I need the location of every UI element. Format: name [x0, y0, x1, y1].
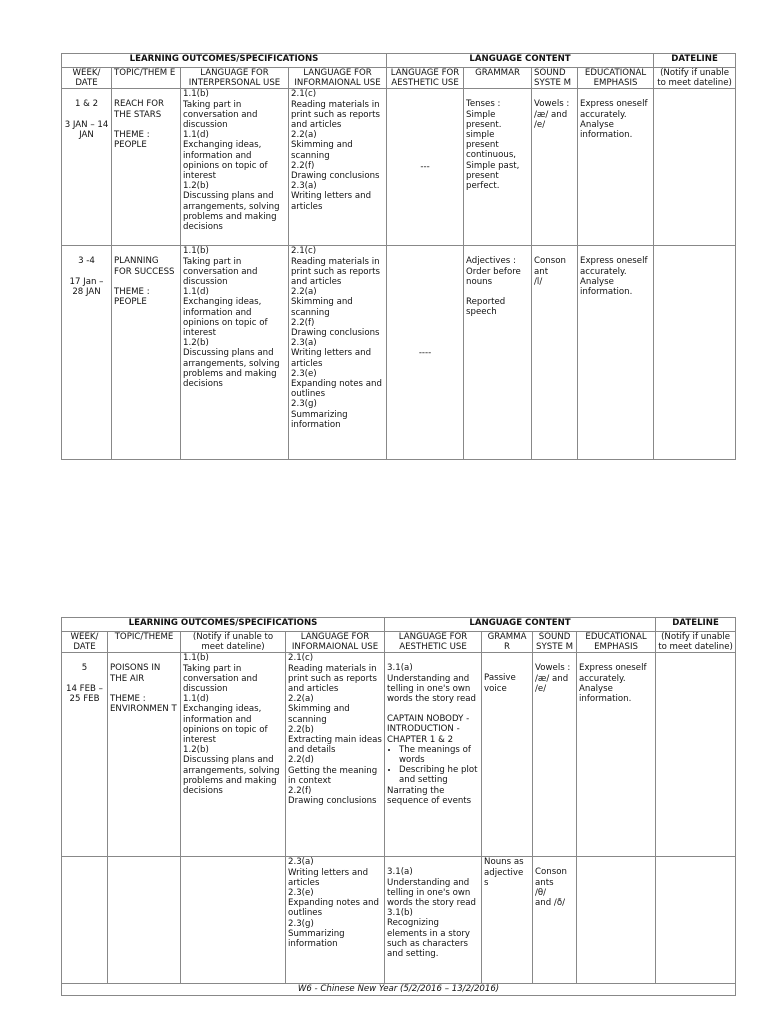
sound-system-cell — [533, 653, 577, 857]
language-content-header: LANGUAGE CONTENT — [387, 54, 654, 68]
outcome-text: Writing letters and articles — [288, 867, 369, 888]
outcome-code: 1.1(d) — [183, 287, 209, 298]
sound-item: /θ/ — [535, 887, 547, 898]
topic-cell — [108, 857, 181, 984]
grammar-cell — [482, 653, 533, 857]
sound-item: Conson ants — [535, 867, 567, 888]
sound-system-cell — [533, 857, 577, 984]
grammar-item: Reported speech — [466, 297, 506, 318]
outcome-text: Taking part in conversation and discussion — [183, 99, 258, 131]
outcome-text: Taking part in conversation and discussion — [183, 663, 258, 695]
outcome-text: Skimming and scanning — [288, 704, 350, 725]
aesthetic-bullet-list — [387, 745, 479, 786]
sound-system-cell — [532, 246, 578, 460]
outcome-code: 1.1(d) — [183, 694, 209, 705]
sound-item: Conson ant — [534, 256, 566, 277]
sound-item: Vowels : — [534, 99, 570, 110]
aesthetic-cell — [385, 653, 482, 857]
dateline-header: DATELINE — [654, 54, 736, 68]
outcome-code: 1.2(b) — [183, 338, 209, 349]
interpersonal-cell — [181, 89, 289, 246]
interpersonal-cell — [181, 246, 289, 460]
dateline-cell — [656, 857, 736, 984]
educational-emphasis-cell — [577, 857, 656, 984]
dateline-cell — [654, 89, 736, 246]
outcome-text: Writing letters and articles — [291, 191, 372, 212]
outcome-text: Expanding notes and outlines — [288, 898, 379, 919]
week-dates: 17 Jan – 28 JAN — [69, 276, 104, 297]
outcome-text: Writing letters and articles — [291, 348, 372, 369]
informational-cell — [289, 246, 387, 460]
emphasis-item: Analyse information. — [580, 276, 633, 298]
informational-header: LANGUAGE FOR INFORMAIONAL USE — [286, 632, 385, 653]
dateline-cell — [656, 653, 736, 857]
outcome-code: 2.2(f) — [291, 317, 315, 328]
outcome-code: 2.3(g) — [288, 918, 314, 929]
outcome-text: Getting the meaning in context — [288, 765, 378, 786]
outcome-code: 2.3(a) — [291, 181, 317, 192]
table-row — [62, 857, 736, 984]
dateline-cell — [654, 246, 736, 460]
sound-system-cell — [532, 89, 578, 246]
dateline-note-header: (Notify if unable to meet dateline) — [654, 68, 736, 89]
header-row-columns — [62, 632, 736, 653]
sound-item: /l/ — [534, 276, 543, 287]
outcome-text: Drawing conclusions — [291, 171, 380, 182]
outcome-code: 2.1(c) — [291, 89, 317, 100]
aesthetic-cell — [385, 857, 482, 984]
list-item: • The meanings of words — [399, 745, 479, 765]
aesthetic-text: --- — [420, 162, 430, 173]
outcome-code: 2.3(a) — [291, 338, 317, 349]
week-date-header: WEEK/ DATE — [62, 632, 108, 653]
topic-theme-header: TOPIC/THEME — [108, 632, 181, 653]
outcome-text: Taking part in conversation and discussion — [183, 256, 258, 288]
interpersonal-header: (Notify if unable to meet dateline) — [181, 632, 286, 653]
sound-item: /æ/ and /e/ — [535, 673, 569, 694]
aesthetic-text: ---- — [418, 347, 432, 358]
header-row-columns — [62, 68, 736, 89]
learning-outcomes-header: LEARNING OUTCOMES/SPECIFICATIONS — [62, 54, 387, 68]
grammar-item: simple present continuous, Simple past, present perfect. — [466, 130, 520, 192]
educational-emphasis-header: EDUCATIONAL EMPHASIS — [577, 632, 656, 653]
week-date-header: WEEK/ DATE — [62, 68, 112, 89]
grammar-cell — [482, 857, 533, 984]
aesthetic-header: LANGUAGE FOR AESTHETIC USE — [385, 632, 482, 653]
outcome-code: 1.1(b) — [183, 89, 209, 100]
outcome-text: Narrating the sequence of events — [387, 785, 472, 806]
sound-item: Vowels : — [535, 663, 571, 674]
outcome-text: Exchanging ideas, information and opinions on topic of interest — [183, 704, 268, 746]
sound-system-header: SOUND SYSTE M — [533, 632, 577, 653]
outcome-text: Reading materials in print such as reports and articles — [291, 256, 380, 288]
header-row-groups — [62, 618, 736, 632]
grammar-cell — [464, 89, 532, 246]
header-row-groups — [62, 54, 736, 68]
language-content-header: LANGUAGE CONTENT — [385, 618, 656, 632]
outcome-code: 1.1(d) — [183, 130, 209, 141]
outcome-code: 1.2(b) — [183, 181, 209, 192]
topic-title: PLANNING FOR SUCCESS — [114, 256, 175, 277]
topic-title: REACH FOR THE STARS — [114, 99, 165, 120]
interpersonal-cell — [181, 653, 286, 857]
week-number: 3 -4 — [78, 256, 95, 267]
emphasis-item: Analyse information. — [580, 119, 633, 141]
grammar-item: Tenses : — [466, 99, 501, 110]
outcome-code: 2.3(g) — [291, 399, 317, 410]
scheme-of-work-table-1 — [61, 53, 736, 460]
outcome-code: 2.2(f) — [288, 786, 312, 797]
grammar-item: Nouns as adjective s — [484, 857, 524, 888]
outcome-text: Drawing conclusions — [291, 328, 380, 339]
outcome-text: Exchanging ideas, information and opinions on topic of interest — [183, 297, 268, 339]
aesthetic-cell — [387, 246, 464, 460]
week-dates: 14 FEB – 25 FEB — [66, 683, 103, 704]
outcome-text: Expanding notes and outlines — [291, 379, 382, 400]
outcome-code: 1.2(b) — [183, 745, 209, 756]
educational-emphasis-cell — [577, 653, 656, 857]
outcome-code: 2.1(c) — [291, 246, 317, 257]
outcome-code: 2.3(e) — [288, 888, 314, 899]
outcome-text: Understanding and telling in one's own words the story read — [387, 877, 477, 909]
theme-label: THEME : ENVIRONMEN T — [110, 693, 177, 715]
outcome-code: 2.1(c) — [288, 653, 314, 664]
list-item: • Describing he plot and setting — [399, 765, 479, 785]
outcome-text: Reading materials in print such as reports and articles — [288, 663, 377, 695]
week-date-cell — [62, 653, 108, 857]
outcome-text: Discussing plans and arrangements, solving problems and making decisions — [183, 755, 280, 797]
outcome-code: 2.2(d) — [288, 755, 314, 766]
outcome-code: 2.2(f) — [291, 160, 315, 171]
topic-cell — [108, 653, 181, 857]
grammar-item: Simple present. — [466, 109, 502, 130]
outcome-code: 2.2(a) — [291, 287, 317, 298]
interpersonal-cell — [181, 857, 286, 984]
week-number: 5 — [81, 663, 88, 674]
outcome-text: Recognizing elements in a story such as characters and setting. — [387, 918, 470, 960]
grammar-header: GRAMMAR — [464, 68, 532, 89]
outcome-code: 1.1(b) — [183, 653, 209, 664]
outcome-text: Extracting main ideas and details — [288, 735, 382, 756]
aesthetic-header: LANGUAGE FOR AESTHETIC USE — [387, 68, 464, 89]
informational-cell — [286, 857, 385, 984]
outcome-text: Understanding and telling in one's own words the story read — [387, 673, 477, 705]
week-dates: 3 JAN – 14 JAN — [64, 119, 109, 140]
table-row — [62, 246, 736, 460]
topic-theme-header: TOPIC/THEM E — [112, 68, 181, 89]
theme-label: THEME : PEOPLE — [114, 129, 150, 151]
outcome-code: 2.2(b) — [288, 724, 314, 735]
outcome-code: 3.1(a) — [387, 867, 413, 878]
week-number: 1 & 2 — [74, 99, 99, 110]
dateline-header: DATELINE — [656, 618, 736, 632]
emphasis-item: Analyse information. — [579, 683, 632, 705]
outcome-code: 2.2(a) — [288, 694, 314, 705]
table-row — [62, 653, 736, 857]
sound-system-header: SOUND SYSTE M — [532, 68, 578, 89]
informational-header: LANGUAGE FOR INFORMAIONAL USE — [289, 68, 387, 89]
outcome-text: Summarizing information — [291, 409, 348, 430]
grammar-cell — [464, 246, 532, 460]
week-date-cell — [62, 246, 112, 460]
emphasis-item: Express oneself accurately. — [580, 256, 648, 277]
holiday-note: W6 - Chinese New Year (5/2/2016 – 13/2/2016) — [62, 984, 736, 996]
emphasis-item: Express oneself accurately. — [579, 663, 647, 684]
aesthetic-cell — [387, 89, 464, 246]
outcome-code: 2.2(a) — [291, 130, 317, 141]
outcome-text: Drawing conclusions — [288, 796, 377, 807]
topic-cell — [112, 246, 181, 460]
holiday-row — [62, 984, 736, 996]
outcome-text: Skimming and scanning — [291, 297, 353, 318]
grammar-item: Passive voice — [484, 673, 516, 694]
informational-cell — [286, 653, 385, 857]
scheme-of-work-table-2 — [61, 617, 736, 996]
outcome-text: Summarizing information — [288, 928, 345, 950]
sound-item: /æ/ and /e/ — [534, 109, 568, 130]
emphasis-item: Express oneself accurately. — [580, 99, 648, 120]
grammar-header: GRAMMA R — [482, 632, 533, 653]
table-row — [62, 89, 736, 246]
outcome-text: Discussing plans and arrangements, solving problems and making decisions — [183, 191, 280, 233]
outcome-text: Exchanging ideas, information and opinions on topic of interest — [183, 140, 268, 182]
educational-emphasis-cell — [578, 246, 654, 460]
outcome-text: Skimming and scanning — [291, 140, 353, 161]
interpersonal-header: LANGUAGE FOR INTERPERSONAL USE — [181, 68, 289, 89]
novel-chapter-heading: CAPTAIN NOBODY - INTRODUCTION - CHAPTER 1 & 2 — [387, 714, 470, 745]
educational-emphasis-cell — [578, 89, 654, 246]
outcome-code: 3.1(b) — [387, 908, 413, 919]
week-date-cell — [62, 89, 112, 246]
educational-emphasis-header: EDUCATIONAL EMPHASIS — [578, 68, 654, 89]
learning-outcomes-header: LEARNING OUTCOMES/SPECIFICATIONS — [62, 618, 385, 632]
sound-item: and /ð/ — [535, 898, 565, 909]
outcome-code: 2.3(e) — [291, 368, 317, 379]
grammar-item: Adjectives : Order before nouns — [466, 256, 521, 287]
topic-title: POISONS IN THE AIR — [110, 663, 161, 684]
informational-cell — [289, 89, 387, 246]
outcome-code: 3.1(a) — [387, 663, 413, 674]
outcome-text: Discussing plans and arrangements, solving problems and making decisions — [183, 348, 280, 390]
outcome-code: 2.3(a) — [288, 857, 314, 868]
dateline-note-header: (Notify if unable to meet dateline) — [656, 632, 736, 653]
topic-cell — [112, 89, 181, 246]
theme-label: THEME : PEOPLE — [114, 286, 150, 308]
outcome-text: Reading materials in print such as reports and articles — [291, 99, 380, 131]
week-date-cell — [62, 857, 108, 984]
outcome-code: 1.1(b) — [183, 246, 209, 257]
